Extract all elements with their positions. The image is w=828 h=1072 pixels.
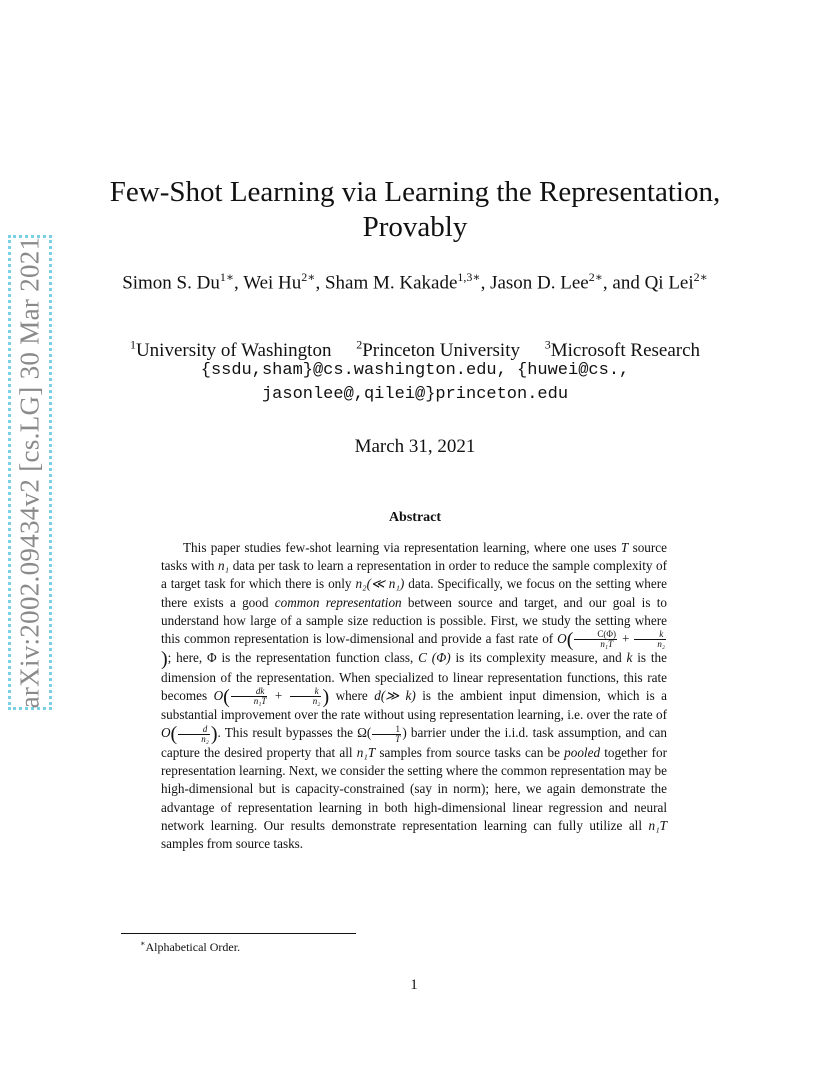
author-mark: 2∗ <box>588 270 603 284</box>
abstract-text: This paper studies few-shot learning via representation learning, where one uses T source tasks with n₁ data per task to learn a representation in order to reduce the sample complexity of a target task for which there is only n₂(≪ n₁) data. Specifically, we focus on the setting where there exists a good common representation between source and target, and our goal is to understand how large of a sample size reduction is possible. First, we study the setting where this common representation is low-dimensional and provide a fast rate of O( $\frac{C(\Phi)}{\text{n₁T}}$ + $\frac{k}{\text{n₂}}$ ); here, Φ is the representation function class, C (Φ) is its complexity measure, and k is the dimension of the representation. When specialized to linear representation functions, this rate becomes O( $\frac{dk}{\text{n₁T}}$ + $\frac{k}{\text{n₂}}$ ) where d(≫ k) is the ambient input dimension, which is a substantial improvement over the rate without using representation learning, i.e. over the rate of O( $\frac{d}{\text{n₂}}$ ). This result bypasses the Ω( $\frac{1}{T}$ ) barrier under the i.i.d. task assumption, and can capture the desired property that all n₁T samples from source tasks can be pooled together for representation learning. Next, we consider the setting where the common representation may be high-dimensional but is capacity-constrained (say in norm); here, we again demonstrate the advantage of representation learning in both high-dimensional linear regression and neural network learning. Our results demonstrate representation learning can fully utilize all n₁T samples from source tasks. <box>161 540 668 851</box>
author-emails <box>100 359 730 407</box>
arxiv-stamp <box>8 235 52 710</box>
page-number: 1 <box>410 977 418 993</box>
author: Jason D. Lee <box>490 272 589 294</box>
footnote-mark: ∗ <box>140 939 146 948</box>
emphasis: pooled <box>564 744 601 760</box>
author-mark: 1∗ <box>219 270 235 284</box>
author: Simon S. Du <box>122 272 220 294</box>
author: Sham M. Kakade <box>324 272 458 294</box>
author-mark: 2∗ <box>301 270 316 284</box>
author-mark: 2∗ <box>693 270 708 284</box>
footnote-divider <box>121 933 356 934</box>
author-list: Simon S. $Du^{1∗}$, Wei $Hu^{2∗}$, Sham M. Kakade$^{1,3∗}$, Jason D. Lee$^{2∗}$, and Qi Lei$^{2∗}$ <box>122 270 708 294</box>
abstract-heading: Abstract <box>388 510 442 525</box>
paper-title <box>100 175 730 245</box>
footnote-text: Alphabetical Order. <box>145 940 241 954</box>
footnote <box>140 939 240 955</box>
emphasis: common representation <box>274 594 402 610</box>
publication-date: March 31, 2021 <box>354 436 476 457</box>
title-line-1: Few-Shot Learning via Learning the Representation, <box>109 176 721 208</box>
email-line-1: {ssdu,sham}@cs.washington.edu, {huwei@cs., <box>200 361 630 380</box>
title-line-2: Provably <box>362 211 468 243</box>
affiliation: $^2$Princeton University <box>356 338 520 362</box>
email-line-2: jasonlee@,qilei@}princeton.edu <box>261 385 569 404</box>
affiliation: $^3$Microsoft Research <box>544 338 701 362</box>
author: Qi Lei <box>644 272 694 294</box>
arxiv-stamp-text: arXiv:2002.09434v2 [cs.LG] 30 Mar 2021 <box>14 236 45 709</box>
author: Wei Hu <box>243 272 302 294</box>
affiliation: $^1$University of Washington <box>129 338 332 362</box>
author-mark: 1,3∗ <box>457 270 481 284</box>
